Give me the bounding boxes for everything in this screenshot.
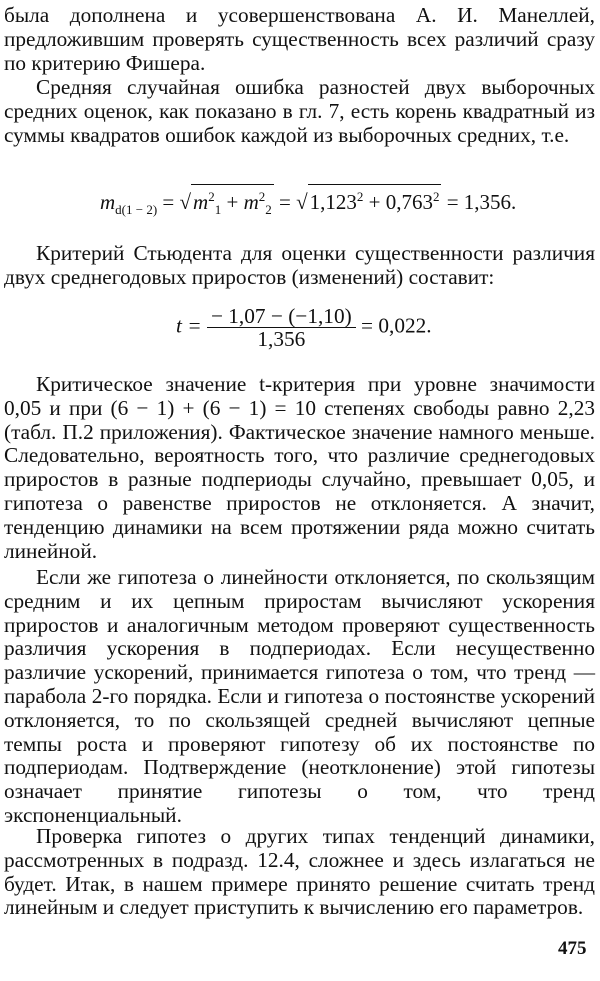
- t-numerator: − 1,07 − (−1,10): [207, 305, 356, 328]
- page-number: 475: [558, 938, 587, 959]
- paragraph-other-tendencies: Проверка гипотез о других типах тенденций динамики, рассмотренных в подразд. 12.4, сложнее и здесь излагаться не будет. Итак, в нашем примере принято решение считать тренд линейным и следует приступить к вычислению его параметров.: [4, 824, 595, 920]
- t-denominator: 1,356: [257, 327, 306, 351]
- t-fraction: [207, 305, 356, 350]
- paragraph-critical-value: Критическое значение t-критерия при уровне значимости 0,05 и при (6 − 1) + (6 − 1) = 10 степенях свободы равно 2,23 (табл. П.2 приложения). Фактическое значение намного меньше. Следовательно, вероятность того, что различие среднегодовых приростов в разные подпериоды случайно, превышает 0,05, и гипотеза о равенстве приростов не отклоняется. А значит, тенденцию динамики на всем протяжении ряда можно считать линейной.: [4, 372, 595, 563]
- paragraph-continuation: была дополнена и усовершенствована А. И. Манеллей, предложившим проверять существенность всех различий сразу по критерию Фишера.: [4, 3, 595, 75]
- paragraph-linearity-hypothesis: Если же гипотеза о линейности отклоняется, по скользящим средним и их цепным приростам вычисляют ускорения приростов и аналогичным методом проверяют существенность различия ускорения в подпериодах. Если несущественно различие ускорений, принимается гипотеза о том, что тренд — парабола 2-го порядка. Если и гипотеза о постоянстве ускорений отклоняется, то по скользящей средней вычисляют цепные темпы роста и проверяют гипотезу об их постоянстве по подпериодам. Подтверждение (неотклонение) этой гипотезы означает принятие гипотезы о том, что тренд экспоненциальный.: [4, 565, 595, 827]
- sqrt-symbolic: $m^2_1 + m^2_2$: [191, 184, 274, 222]
- paragraph-student-criterion: Критерий Стьюдента для оценки существенности различия двух среднегодовых приростов (изменений) составит:: [4, 241, 595, 289]
- formula-t-statistic: t = $\frac{- 1,07 - (-1,10)}{1,356}$ = 0,022.: [176, 304, 432, 351]
- sqrt-numeric: $1,123^2 + 0,763^2$: [308, 184, 442, 215]
- formula-standard-error: $m_{d(1 - 2)} = √m^2_1 + m^2_2 = √1,123^2 + 0,763^2 = 1,356$.: [100, 184, 600, 222]
- paragraph-standard-error: Средняя случайная ошибка разностей двух выборочных средних оценок, как показано в гл. 7, есть корень квадратный из суммы квадратов ошибок каждой из выборочных средних, т.е.: [4, 75, 595, 147]
